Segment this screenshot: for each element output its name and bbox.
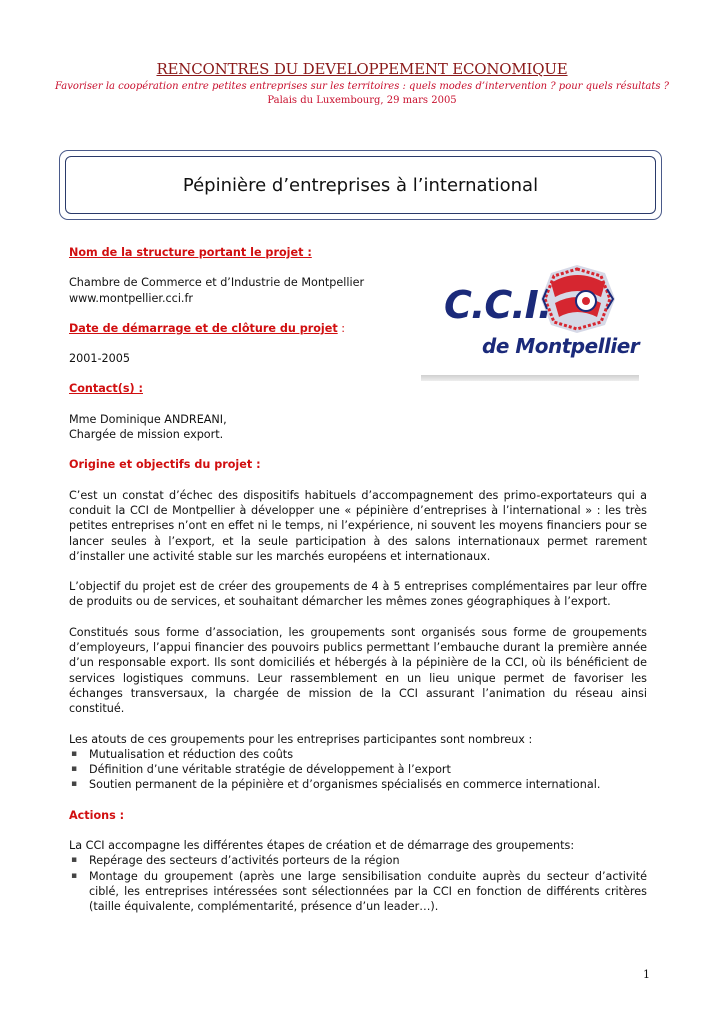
dates-label-suffix: :: [337, 321, 345, 335]
list-item: ▪ Repérage des secteurs d’activités porteurs de la région: [69, 853, 647, 868]
title-box: [65, 156, 656, 214]
structure-website: www.montpellier.cci.fr: [69, 291, 194, 305]
document-title: Pépinière d’entreprises à l’international: [182, 174, 539, 196]
contact-label: Contact(s) :: [69, 382, 143, 396]
document-body: [69, 245, 647, 915]
contact-name: Mme Dominique ANDREANI,: [69, 412, 227, 426]
conference-place-date: Palais du Luxembourg, 29 mars 2005: [267, 95, 457, 106]
origine-paragraph-4: Les atouts de ces groupements pour les entreprises participantes sont nombreux :: [69, 732, 533, 746]
conference-subtitle: Favoriser la coopération entre petites entreprises sur les territoires : quels modes d’intervention ? pour quels résultats ?: [54, 81, 670, 92]
logo-text-cci: C.C.I.: [444, 283, 552, 327]
actions-intro: La CCI accompagne les différentes étapes de création et de démarrage des groupements:: [69, 839, 575, 853]
list-item: ▪ Mutualisation et réduction des coûts: [69, 747, 647, 762]
structure-label: Nom de la structure portant le projet :: [69, 246, 312, 259]
structure-name: Chambre de Commerce et d’Industrie de Montpellier: [69, 276, 365, 290]
document-header: [0, 59, 724, 108]
atouts-list: [69, 747, 647, 793]
contact-role: Chargée de mission export.: [69, 428, 224, 442]
actions-list: [69, 853, 647, 914]
conference-title: RENCONTRES DU DEVELOPPEMENT ECONOMIQUE: [156, 60, 568, 78]
origine-paragraph-3: Constitués sous forme d’association, les groupements sont organisés sous forme de groupements d’employeurs, l’appui financier des pouvoirs publics permettant l’embauche durant la première année d’un responsable export. Ils sont domiciliés et hébergés à la pépinière de la CCI, où ils bénéficient de services logistiques communs. Leur rassemblement en un lieu unique permet de favoriser les échanges transversaux, la chargée de mission de la CCI assurant l’animation du réseau ainsi constitué.: [69, 625, 647, 716]
origine-label: Origine et objectifs du projet :: [69, 458, 261, 472]
list-item: ▪ Soutien permanent de la pépinière et d’organismes spécialisés en commerce international.: [69, 777, 647, 792]
actions-label: Actions :: [69, 808, 125, 822]
dates-value: 2001-2005: [69, 352, 130, 366]
list-item: ▪ Montage du groupement (après une large sensibilisation conduite auprès du secteur d’activité ciblé, les entreprises intéressées sont sélectionnées par la CCI en fonction de différents critères (taille équivalente, complémentarité, présence d’un leader…).: [69, 869, 647, 915]
list-item: ▪ Définition d’une véritable stratégie de développement à l’export: [69, 762, 647, 777]
origine-paragraph-1: C’est un constat d’échec des dispositifs habituels d’accompagnement des primo-exportateurs qui a conduit la CCI de Montpellier à développer une « pépinière d’entreprises à l’international » : les très petites entreprises n’ont en effet ni le temps, ni l’expérience, ni souvent les moyens financiers pour se lancer seules à l’export, et la seule participation à des salons internationaux permet rarement d’installer une activité stable sur les marchés européens et internationaux.: [69, 488, 647, 563]
page-number: 1: [643, 968, 650, 981]
origine-paragraph-2: L’objectif du projet est de créer des groupements de 4 à 5 entreprises complémentaires par leur offre de produits ou de services, et souhaitant démarcher les mêmes zones géographiques à l’export.: [69, 580, 647, 609]
dates-label: Date de démarrage et de clôture du projet: [69, 321, 338, 335]
logo-text-city: de Montpellier: [482, 334, 640, 358]
